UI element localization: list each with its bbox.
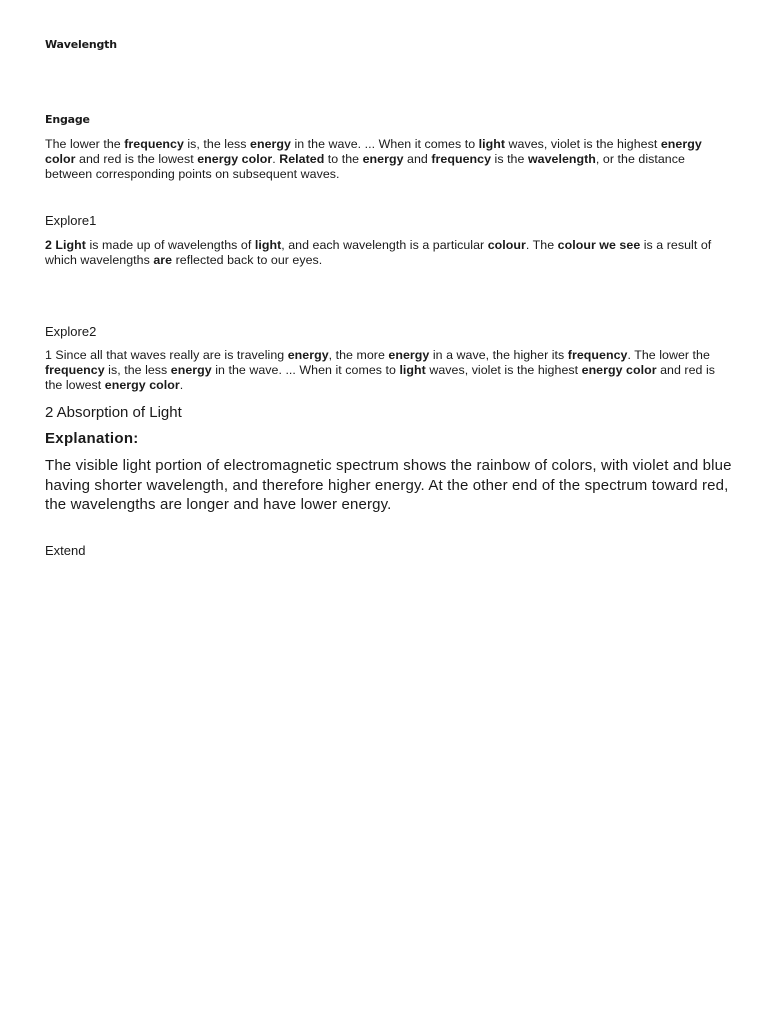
text-run: . bbox=[179, 378, 184, 392]
bold-text-run: 2 Light bbox=[45, 238, 86, 252]
text-run: waves, violet is the highest bbox=[505, 137, 661, 151]
bold-text-run: are bbox=[153, 253, 173, 267]
explore2-heading: Explore2 bbox=[45, 324, 97, 339]
text-run: is the bbox=[491, 152, 528, 166]
bold-text-run: colour we see bbox=[557, 238, 641, 252]
bold-text-run: energy bbox=[250, 137, 291, 151]
bold-text-run: frequency bbox=[431, 152, 492, 166]
text-run: in the wave. ... When it comes to bbox=[290, 137, 479, 151]
bold-text-run: energy bbox=[170, 363, 212, 377]
absorption-heading: 2 Absorption of Light bbox=[45, 404, 182, 421]
explanation-paragraph: The visible light portion of electromagnetic spectrum shows the rainbow of colors, with violet and blue having shorter wavelength, and therefore higher energy. At the other end of the spectrum toward red, the wavelengths are longer and have lower energy. bbox=[45, 457, 732, 513]
text-run: is, the less bbox=[104, 363, 171, 377]
explore1-paragraph bbox=[45, 238, 725, 268]
text-run: The lower the bbox=[45, 137, 125, 151]
text-run: and red is the lowest bbox=[75, 152, 198, 166]
text-run: and red is the lowest bbox=[45, 363, 716, 392]
text-run: is a result of which wavelengths bbox=[45, 238, 712, 267]
text-run: is, the less bbox=[183, 137, 251, 151]
bold-text-run: energy color bbox=[104, 378, 180, 392]
text-run: reflected back to our eyes. bbox=[172, 253, 323, 267]
bold-text-run: light bbox=[478, 137, 506, 151]
bold-text-run: Related bbox=[279, 152, 325, 166]
text-run: , or the distance between corresponding points on subsequent waves. bbox=[45, 152, 685, 181]
explore1-heading: Explore1 bbox=[45, 213, 97, 228]
text-run: . The bbox=[525, 238, 558, 252]
bold-text-run: energy color bbox=[45, 137, 702, 166]
text-run: and bbox=[403, 152, 432, 166]
explanation-heading: Explanation: bbox=[45, 430, 139, 447]
bold-text-run: light bbox=[254, 238, 282, 252]
bold-text-run: frequency bbox=[567, 348, 628, 362]
document-title: Wavelength bbox=[45, 38, 117, 51]
text-run: is made up of wavelengths of bbox=[85, 238, 255, 252]
extend-heading: Extend bbox=[45, 543, 86, 558]
text-run: . The lower the bbox=[627, 348, 710, 362]
bold-text-run: energy color bbox=[197, 152, 273, 166]
bold-text-run: energy color bbox=[581, 363, 657, 377]
text-run: in a wave, the higher its bbox=[429, 348, 568, 362]
text-run: in the wave. ... When it comes to bbox=[211, 363, 400, 377]
bold-text-run: frequency bbox=[45, 363, 105, 377]
bold-text-run: energy bbox=[388, 348, 430, 362]
text-run: , the more bbox=[328, 348, 389, 362]
engage-heading: Engage bbox=[45, 113, 90, 126]
engage-paragraph bbox=[45, 137, 725, 182]
text-run: , and each wavelength is a particular bbox=[281, 238, 488, 252]
explore2-paragraph bbox=[45, 348, 725, 393]
text-run: . bbox=[272, 152, 280, 166]
bold-text-run: energy bbox=[287, 348, 329, 362]
bold-text-run: energy bbox=[362, 152, 404, 166]
text-run: 1 Since all that waves really are is traveling bbox=[45, 348, 288, 362]
bold-text-run: wavelength bbox=[527, 152, 596, 166]
text-run: to the bbox=[324, 152, 363, 166]
bold-text-run: colour bbox=[487, 238, 526, 252]
bold-text-run: frequency bbox=[124, 137, 184, 151]
text-run: waves, violet is the highest bbox=[425, 363, 582, 377]
bold-text-run: light bbox=[399, 363, 426, 377]
